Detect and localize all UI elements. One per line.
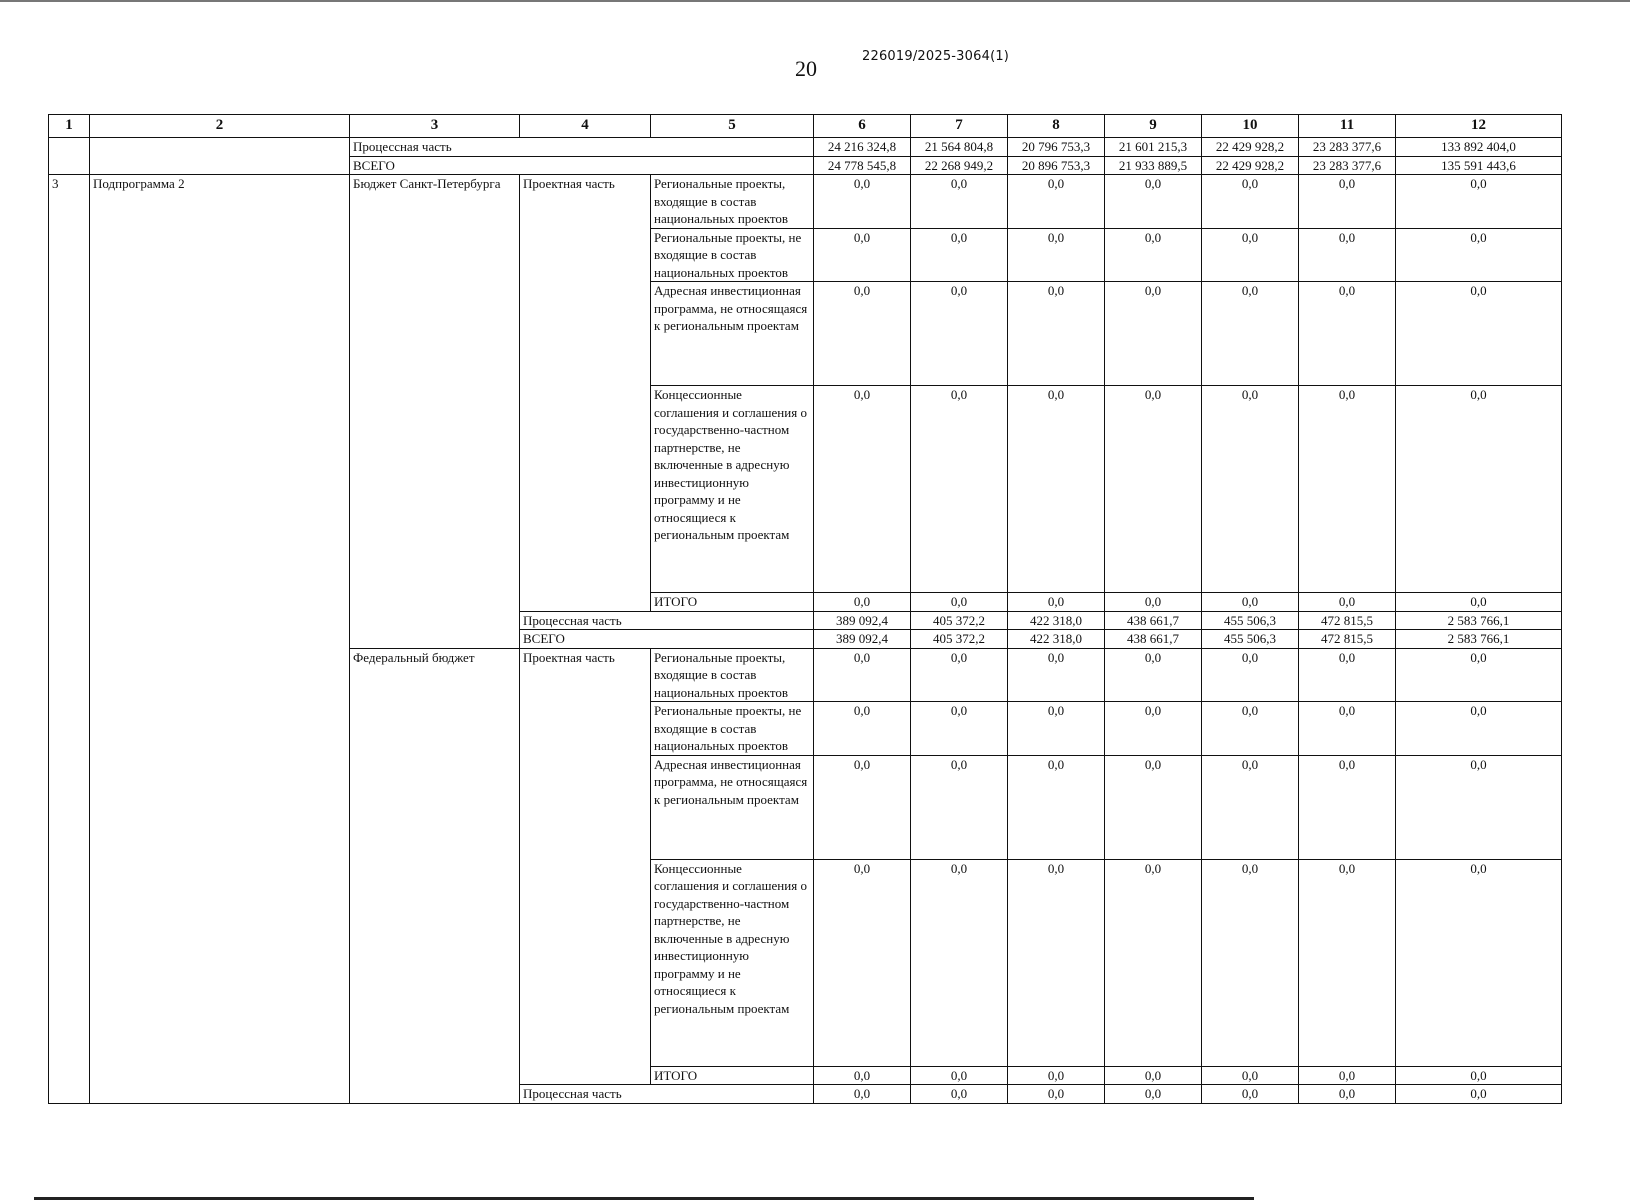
value-cell: 0,0: [1396, 175, 1562, 229]
row-label: Процессная часть: [520, 1085, 814, 1104]
header-cell: 2: [90, 115, 350, 138]
header-cell: 4: [520, 115, 651, 138]
header-row: [49, 115, 1562, 138]
value-cell: 0,0: [1299, 702, 1396, 756]
value-cell: 2 583 766,1: [1396, 630, 1562, 649]
value-cell: 0,0: [1202, 702, 1299, 756]
part-label: Проектная часть: [520, 175, 651, 612]
category-label: Региональные проекты, входящие в состав национальных проектов: [651, 175, 814, 229]
value-cell: 0,0: [1008, 386, 1105, 593]
value-cell: 0,0: [1299, 648, 1396, 702]
value-cell: 0,0: [1105, 593, 1202, 612]
value-cell: 389 092,4: [814, 611, 911, 630]
value-cell: 0,0: [814, 648, 911, 702]
value-cell: 0,0: [911, 386, 1008, 593]
value-cell: 455 506,3: [1202, 611, 1299, 630]
value-cell: 0,0: [1299, 859, 1396, 1066]
value-cell: 20 796 753,3: [1008, 138, 1105, 157]
header-cell: 6: [814, 115, 911, 138]
value-cell: 0,0: [1299, 593, 1396, 612]
value-cell: 0,0: [1396, 282, 1562, 386]
value-cell: 0,0: [1105, 1066, 1202, 1085]
itogo-label: ИТОГО: [651, 1066, 814, 1085]
value-cell: 0,0: [1299, 755, 1396, 859]
table-row: [49, 175, 1562, 229]
value-cell: 0,0: [1008, 859, 1105, 1066]
header-cell: 1: [49, 115, 90, 138]
value-cell: 0,0: [911, 593, 1008, 612]
category-label: Региональные проекты, входящие в состав национальных проектов: [651, 648, 814, 702]
value-cell: 0,0: [1008, 1066, 1105, 1085]
value-cell: 0,0: [1396, 755, 1562, 859]
value-cell: 24 778 545,8: [814, 156, 911, 175]
value-cell: 0,0: [1008, 282, 1105, 386]
value-cell: 0,0: [1202, 593, 1299, 612]
empty-cell: [49, 138, 90, 175]
value-cell: 0,0: [1105, 648, 1202, 702]
header-cell: 9: [1105, 115, 1202, 138]
value-cell: 0,0: [1202, 1085, 1299, 1104]
category-label: Концессионные соглашения и соглашения о государственно-частном партнерстве, не включенные в адресную инвестиционную программу и не относящиеся к региональным проектам: [651, 859, 814, 1066]
header-cell: 10: [1202, 115, 1299, 138]
value-cell: 0,0: [1299, 1085, 1396, 1104]
value-cell: 0,0: [1299, 228, 1396, 282]
value-cell: 0,0: [1008, 175, 1105, 229]
document-id: 226019/2025-3064(1): [862, 49, 1010, 64]
value-cell: 472 815,5: [1299, 611, 1396, 630]
value-cell: 20 896 753,3: [1008, 156, 1105, 175]
value-cell: 0,0: [911, 228, 1008, 282]
value-cell: 0,0: [1202, 228, 1299, 282]
row-label: ВСЕГО: [520, 630, 814, 649]
value-cell: 422 318,0: [1008, 630, 1105, 649]
value-cell: 0,0: [1202, 175, 1299, 229]
value-cell: 0,0: [814, 1066, 911, 1085]
value-cell: 0,0: [1105, 755, 1202, 859]
value-cell: 0,0: [1008, 1085, 1105, 1104]
value-cell: 0,0: [1299, 175, 1396, 229]
value-cell: 0,0: [911, 1085, 1008, 1104]
value-cell: 0,0: [1008, 593, 1105, 612]
row-number: 3: [49, 175, 90, 1104]
value-cell: 0,0: [1396, 1085, 1562, 1104]
table-row: [49, 138, 1562, 157]
value-cell: 0,0: [1299, 1066, 1396, 1085]
part-label: Проектная часть: [520, 648, 651, 1085]
value-cell: 472 815,5: [1299, 630, 1396, 649]
value-cell: 0,0: [911, 859, 1008, 1066]
value-cell: 0,0: [1202, 1066, 1299, 1085]
row-label: ВСЕГО: [350, 156, 814, 175]
header-cell: 8: [1008, 115, 1105, 138]
value-cell: 405 372,2: [911, 630, 1008, 649]
value-cell: 21 933 889,5: [1105, 156, 1202, 175]
value-cell: 0,0: [1396, 593, 1562, 612]
value-cell: 389 092,4: [814, 630, 911, 649]
empty-cell: [90, 138, 350, 175]
value-cell: 0,0: [1202, 648, 1299, 702]
value-cell: 0,0: [1105, 1085, 1202, 1104]
category-label: Региональные проекты, не входящие в состав национальных проектов: [651, 702, 814, 756]
value-cell: 0,0: [1105, 175, 1202, 229]
value-cell: 21 601 215,3: [1105, 138, 1202, 157]
value-cell: 0,0: [1105, 859, 1202, 1066]
value-cell: 0,0: [1105, 386, 1202, 593]
value-cell: 0,0: [911, 702, 1008, 756]
value-cell: 0,0: [911, 648, 1008, 702]
header-cell: 11: [1299, 115, 1396, 138]
category-label: Адресная инвестиционная программа, не относящаяся к региональным проектам: [651, 755, 814, 859]
value-cell: 0,0: [1202, 859, 1299, 1066]
value-cell: 0,0: [1396, 1066, 1562, 1085]
value-cell: 0,0: [1008, 648, 1105, 702]
value-cell: 133 892 404,0: [1396, 138, 1562, 157]
budget-table: [48, 114, 1562, 1104]
value-cell: 0,0: [814, 386, 911, 593]
value-cell: 0,0: [814, 228, 911, 282]
value-cell: 22 429 928,2: [1202, 138, 1299, 157]
value-cell: 0,0: [911, 175, 1008, 229]
page-number: 20: [795, 56, 817, 81]
value-cell: 0,0: [1202, 386, 1299, 593]
row-label: Процессная часть: [520, 611, 814, 630]
value-cell: 0,0: [1396, 386, 1562, 593]
value-cell: 0,0: [814, 593, 911, 612]
value-cell: 0,0: [911, 755, 1008, 859]
header-cell: 12: [1396, 115, 1562, 138]
value-cell: 0,0: [1202, 755, 1299, 859]
value-cell: 21 564 804,8: [911, 138, 1008, 157]
funding-source: Федеральный бюджет: [350, 648, 520, 1103]
value-cell: 0,0: [1105, 228, 1202, 282]
value-cell: 0,0: [1105, 702, 1202, 756]
value-cell: 0,0: [1008, 702, 1105, 756]
category-label: Региональные проекты, не входящие в состав национальных проектов: [651, 228, 814, 282]
header-cell: 3: [350, 115, 520, 138]
top-edge-line: [0, 0, 1630, 2]
subprogram-name: Подпрограмма 2: [90, 175, 350, 1104]
funding-source: Бюджет Санкт-Петербурга: [350, 175, 520, 649]
value-cell: 135 591 443,6: [1396, 156, 1562, 175]
value-cell: 422 318,0: [1008, 611, 1105, 630]
category-label: Адресная инвестиционная программа, не относящаяся к региональным проектам: [651, 282, 814, 386]
value-cell: 0,0: [1396, 228, 1562, 282]
value-cell: 2 583 766,1: [1396, 611, 1562, 630]
value-cell: 0,0: [1008, 755, 1105, 859]
value-cell: 438 661,7: [1105, 630, 1202, 649]
value-cell: 24 216 324,8: [814, 138, 911, 157]
value-cell: 0,0: [814, 175, 911, 229]
category-label: Концессионные соглашения и соглашения о государственно-частном партнерстве, не включенные в адресную инвестиционную программу и не относящиеся к региональным проектам: [651, 386, 814, 593]
value-cell: 0,0: [1008, 228, 1105, 282]
value-cell: 22 429 928,2: [1202, 156, 1299, 175]
value-cell: 23 283 377,6: [1299, 138, 1396, 157]
header-cell: 5: [651, 115, 814, 138]
value-cell: 0,0: [814, 859, 911, 1066]
value-cell: 455 506,3: [1202, 630, 1299, 649]
value-cell: 0,0: [911, 282, 1008, 386]
value-cell: 23 283 377,6: [1299, 156, 1396, 175]
row-label: Процессная часть: [350, 138, 814, 157]
value-cell: 0,0: [814, 282, 911, 386]
value-cell: 0,0: [814, 755, 911, 859]
value-cell: 405 372,2: [911, 611, 1008, 630]
value-cell: 0,0: [1396, 859, 1562, 1066]
value-cell: 0,0: [814, 1085, 911, 1104]
value-cell: 0,0: [1396, 648, 1562, 702]
value-cell: 0,0: [911, 1066, 1008, 1085]
header-cell: 7: [911, 115, 1008, 138]
value-cell: 22 268 949,2: [911, 156, 1008, 175]
value-cell: 438 661,7: [1105, 611, 1202, 630]
value-cell: 0,0: [1299, 386, 1396, 593]
value-cell: 0,0: [1299, 282, 1396, 386]
value-cell: 0,0: [1396, 702, 1562, 756]
value-cell: 0,0: [1105, 282, 1202, 386]
itogo-label: ИТОГО: [651, 593, 814, 612]
value-cell: 0,0: [1202, 282, 1299, 386]
value-cell: 0,0: [814, 702, 911, 756]
